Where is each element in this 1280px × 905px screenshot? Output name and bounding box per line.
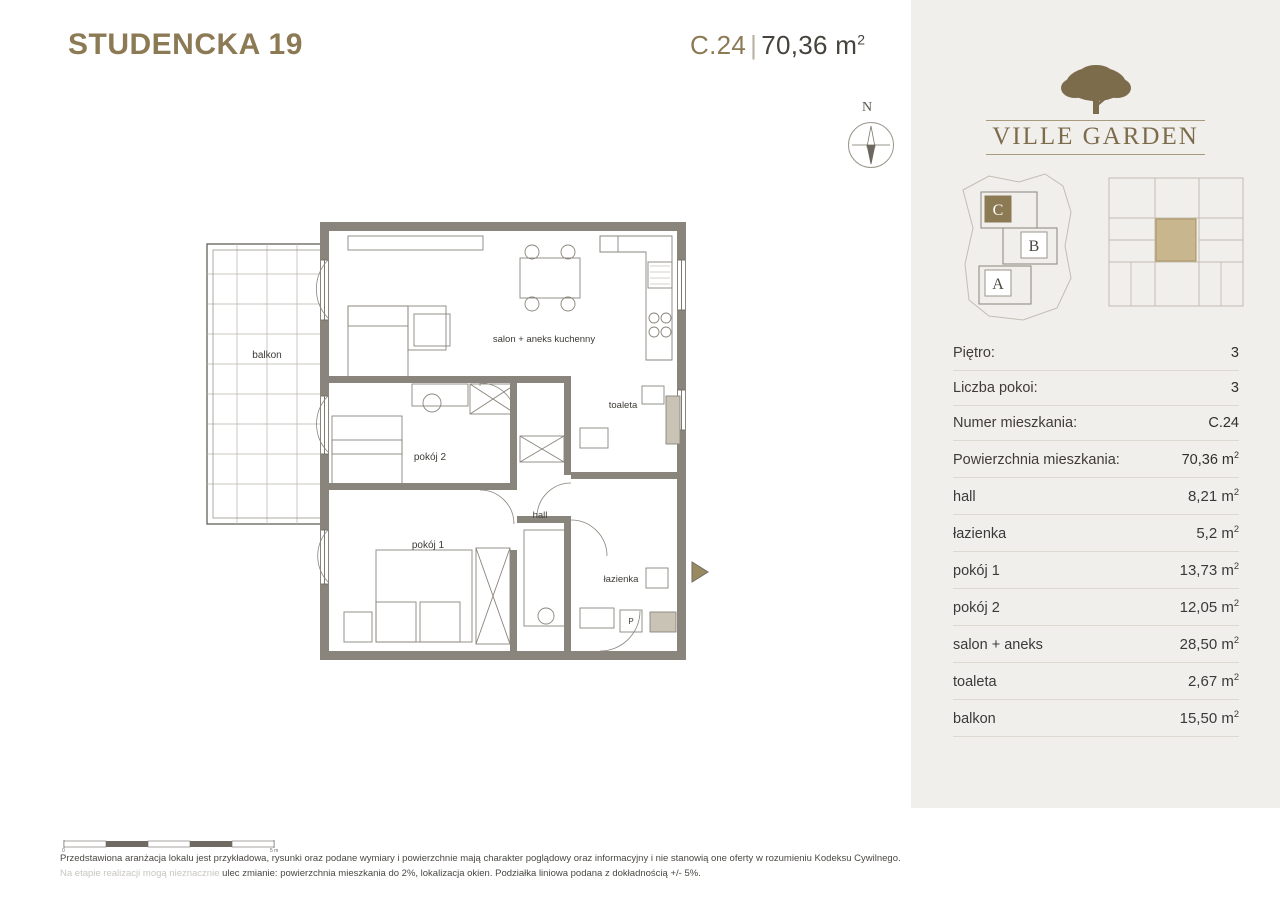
hall-furniture [520,436,564,462]
detail-value-area-text: 70,36 m [1181,451,1234,468]
room-value-salon-sup: 2 [1233,634,1239,645]
detail-value-area [1182,450,1239,468]
room-label-salon: salon + aneks [953,636,1043,653]
detail-row-number [953,406,1239,441]
disclaimer-line-1: Przedstawiona aranżacja lokalu jest przykładowa, rysunki oraz podane wymiary i powierzchnie mają charakter poglądowy oraz informacyjny i nie stanowią one oferty w rozumieniu Kodeksu Cywilnego. [60,853,901,864]
room-value-lazienka-text: 5,2 m [1196,524,1234,542]
room-label-lazienka: łazienka [953,525,1007,542]
scale-bar [62,836,282,852]
compass [848,100,896,170]
room-value-hall [1188,487,1239,505]
compass-north-label: N [862,100,873,115]
compass-needle-icon [848,100,896,170]
room-row [953,515,1239,552]
room-value-toaleta-text: 2,67 m [1187,672,1234,690]
room-row [953,552,1239,589]
unit-header [690,30,865,61]
detail-label-floor: Piętro: [953,345,995,361]
room-row [953,478,1239,515]
room-label-toaleta: toaleta [953,673,997,690]
tree-icon [1053,62,1139,116]
detail-value-rooms: 3 [1230,380,1239,396]
svg-text:B: B [1028,238,1040,255]
room-label-pokoj1: pokój 1 [953,562,1000,579]
unit-details [953,336,1239,737]
room-value-lazienka [1196,524,1239,542]
svg-text:C: C [992,202,1004,219]
disclaimer-line-2 [60,867,920,882]
room-value-pokoj2-sup: 2 [1233,597,1239,608]
plan-label-hall: hall [532,510,548,521]
scale-start-label: 0 [62,848,65,852]
detail-label-number: Numer mieszkania: [953,415,1078,431]
entrance-arrow-icon [692,562,708,582]
room-value-hall-text: 8,21 m [1187,487,1234,505]
plan-label-wardrobe: P [628,617,634,626]
room-row [953,663,1239,700]
plan-label-salon: salon + aneks kuchenny [492,334,596,345]
room-value-balkon [1180,709,1239,727]
room-value-toaleta [1188,672,1239,690]
room-value-balkon-sup: 2 [1233,708,1239,719]
walls [320,222,686,660]
room-value-salon-text: 28,50 m [1179,635,1234,653]
plan-label-toaleta: toaleta [608,400,638,411]
pokoj2-furniture [332,384,516,484]
scale-end-label: 5 m [270,848,279,852]
unit-area-superscript: 2 [857,31,866,48]
disclaimer-line-2-faded: Na etapie realizacji mogą nieznacznie [60,867,220,879]
room-value-pokoj1-text: 13,73 m [1179,561,1234,579]
site-keyplan [959,168,1087,328]
lazienka-fixtures [524,530,676,632]
detail-row-area [953,441,1239,478]
page-title: STUDENCKA 19 [68,28,303,61]
floor-plan-drawing [180,200,740,700]
disclaimer-line-2-text: ulec zmianie: powierzchnia mieszkania do 2%, lokalizacja okien. Podziałka liniowa podana z dokładnością +/- 5%. [222,867,701,879]
floor-keyplan [1101,168,1251,328]
room-row [953,589,1239,626]
detail-row-rooms [953,371,1239,406]
disclaimer [60,852,920,881]
room-row [953,626,1239,663]
room-value-balkon-text: 15,50 m [1179,709,1234,727]
svg-text:A: A [992,276,1004,293]
brand-logo [911,62,1280,155]
room-row [953,700,1239,737]
room-value-hall-sup: 2 [1233,486,1239,497]
plan-label-balkon: balkon [252,350,282,361]
room-value-pokoj1-sup: 2 [1233,560,1239,571]
balcony-area [207,244,327,524]
unit-separator: | [750,30,758,60]
detail-value-number: C.24 [1208,415,1239,431]
room-value-pokoj1 [1180,561,1239,579]
room-value-pokoj2 [1180,598,1239,616]
plan-label-pokoj2: pokój 2 [413,452,447,463]
pokoj1-furniture [344,548,510,644]
brand-name: VILLE GARDEN [986,120,1205,155]
key-plans [951,168,1251,328]
room-value-pokoj2-text: 12,05 m [1179,598,1234,616]
room-label-hall: hall [953,488,976,505]
room-value-toaleta-sup: 2 [1233,671,1239,682]
detail-value-area-sup: 2 [1234,450,1239,460]
unit-area: 70,36 m [761,30,858,60]
toaleta-fixtures [580,386,680,448]
room-label-pokoj2: pokój 2 [953,599,1000,616]
floor-plan [180,200,740,700]
room-value-lazienka-sup: 2 [1233,523,1239,534]
living-room-furniture [348,236,672,378]
plan-label-pokoj1: pokój 1 [411,540,445,551]
unit-code: C.24 [690,30,747,60]
room-label-balkon: balkon [953,710,996,727]
detail-value-floor: 3 [1230,345,1239,361]
detail-label-area: Powierzchnia mieszkania: [953,451,1120,468]
detail-label-rooms: Liczba pokoi: [953,380,1038,396]
detail-row-floor [953,336,1239,371]
plan-label-lazienka: łazienka [603,574,639,585]
room-value-salon [1180,635,1239,653]
info-panel [911,0,1280,808]
